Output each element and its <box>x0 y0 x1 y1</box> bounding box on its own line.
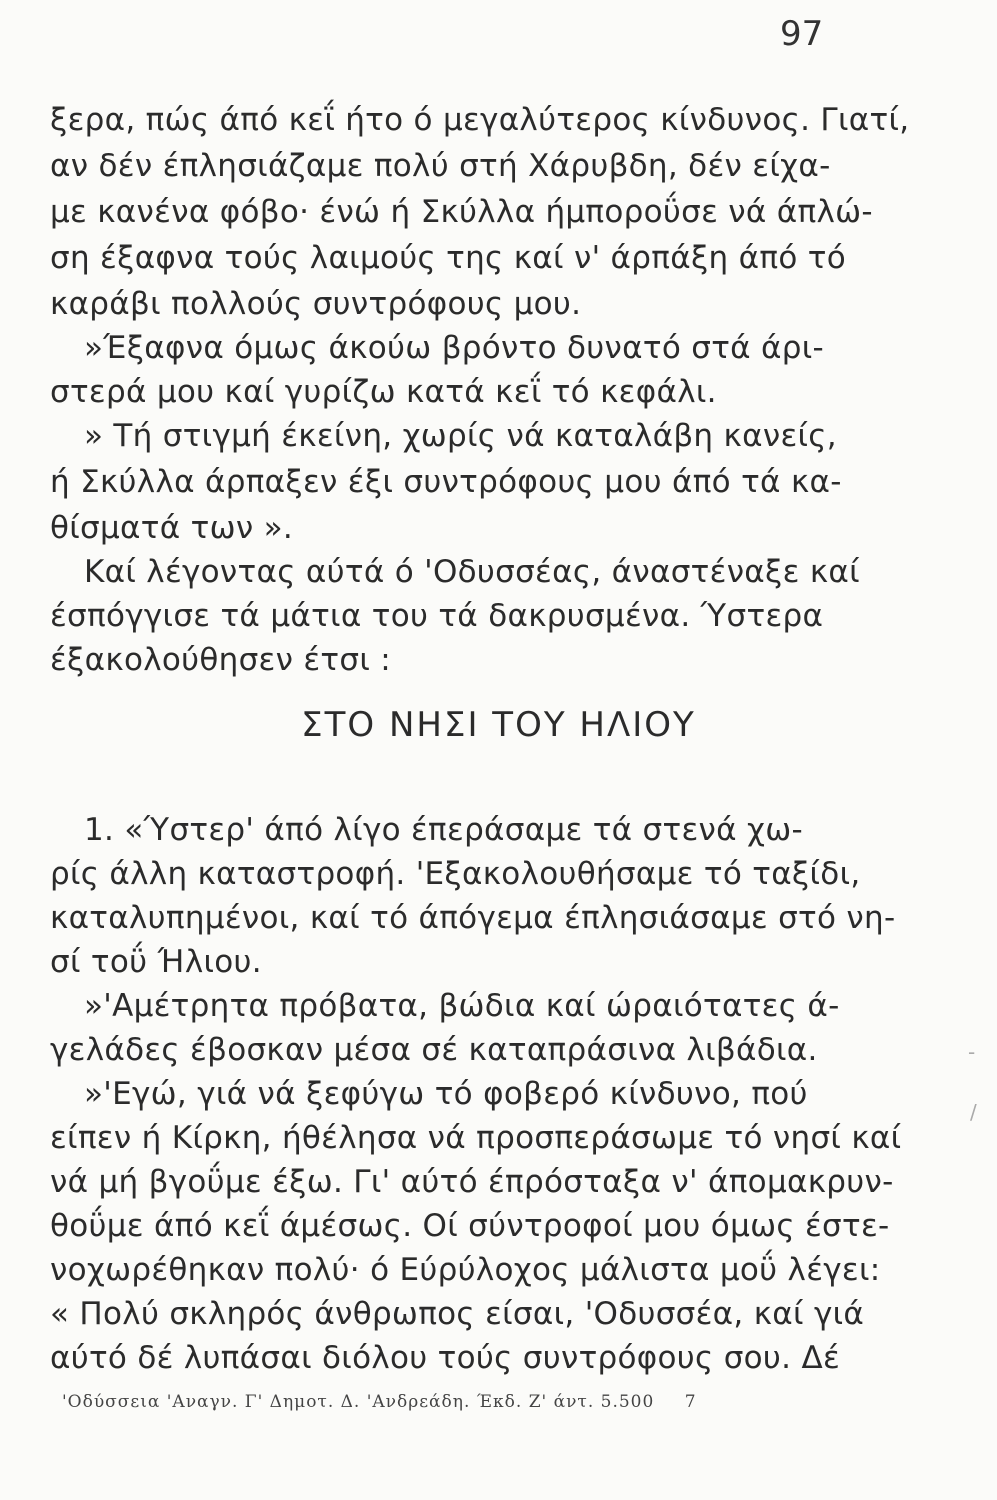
text-line: έξακολούθησεν έτσι : <box>50 642 392 678</box>
text-line: ρίς άλλη καταστροφή. 'Εξακολουθήσαμε τό ταξίδι, <box>50 856 861 892</box>
page-number: 97 <box>780 14 824 54</box>
text-line: » Τή στιγμή έκείνη, χωρίς νά καταλάβη κανείς, <box>84 418 837 454</box>
scan-mark: / <box>970 1100 977 1124</box>
text-line: αν δέν έπλησιάζαμε πολύ στή Χάρυβδη, δέν είχα- <box>50 148 831 184</box>
footer-signature: 7 <box>684 1392 697 1412</box>
text-line: σί τοΰ Ήλιου. <box>50 944 262 980</box>
text-line: στερά μου καί γυρίζω κατά κεΐ τό κεφάλι. <box>50 374 717 410</box>
text-line: θοΰμε άπό κεΐ άμέσως. Οί σύντροφοί μου όμως έστε- <box>50 1208 890 1244</box>
text-line: καράβι πολλούς συντρόφους μου. <box>50 286 582 322</box>
text-line: « Πολύ σκληρός άνθρωπος είσαι, 'Οδυσσέα, καί γιά <box>50 1296 865 1332</box>
text-line: αύτό δέ λυπάσαι διόλου τούς συντρόφους σου. Δέ <box>50 1340 841 1376</box>
text-line: με κανένα φόβο· ένώ ή Σκύλλα ήμποροΰσε νά άπλώ- <box>50 194 873 230</box>
text-line: έσπόγγισε τά μάτια του τά δακρυσμένα. Ύστερα <box>50 598 824 634</box>
text-line: θίσματά των ». <box>50 510 294 546</box>
text-line: »Έξαφνα όμως άκούω βρόντο δυνατό στά άρι- <box>84 330 825 366</box>
text-line: ση έξαφνα τούς λαιμούς της καί ν' άρπάξη άπό τό <box>50 240 846 276</box>
text-line: νοχωρέθηκαν πολύ· ό Εύρύλοχος μάλιστα μοΰ λέγει: <box>50 1252 881 1288</box>
section-title: ΣΤΟ ΝΗΣΙ ΤΟΥ ΗΛΙΟΥ <box>301 705 696 745</box>
text-line: »'Αμέτρητα πρόβατα, βώδια καί ώραιότατες ά- <box>84 988 840 1024</box>
text-line: 1. «Ύστερ' άπό λίγο έπεράσαμε τά στενά χω- <box>84 812 803 848</box>
footer-text: 'Οδύσσεια 'Αναγν. Γ' Δημοτ. Δ. 'Ανδρεάδη. Έκδ. Ζ' άντ. 5.500 <box>62 1392 655 1412</box>
text-line: ξερα, πώς άπό κεΐ ήτο ό μεγαλύτερος κίνδυνος. Γιατί, <box>50 102 910 138</box>
text-line: »'Εγώ, γιά νά ξεφύγω τό φοβερό κίνδυνο, πού <box>84 1076 808 1112</box>
text-line: ή Σκύλλα άρπαξεν έξι συντρόφους μου άπό τά κα- <box>50 464 842 500</box>
text-line: καταλυπημένοι, καί τό άπόγεμα έπλησιάσαμε στό νη- <box>50 900 896 936</box>
text-line: Καί λέγοντας αύτά ό 'Οδυσσέας, άναστέναξε καί <box>84 554 860 590</box>
text-line: γελάδες έβοσκαν μέσα σέ καταπράσινα λιβάδια. <box>50 1032 818 1068</box>
text-line: νά μή βγοΰμε έξω. Γι' αύτό έπρόσταξα ν' άπομακρυν- <box>50 1164 894 1200</box>
scan-mark: - <box>968 1040 976 1064</box>
footer <box>62 1392 697 1412</box>
text-line: είπεν ή Κίρκη, ήθέλησα νά προσπεράσωμε τό νησί καί <box>50 1120 902 1156</box>
